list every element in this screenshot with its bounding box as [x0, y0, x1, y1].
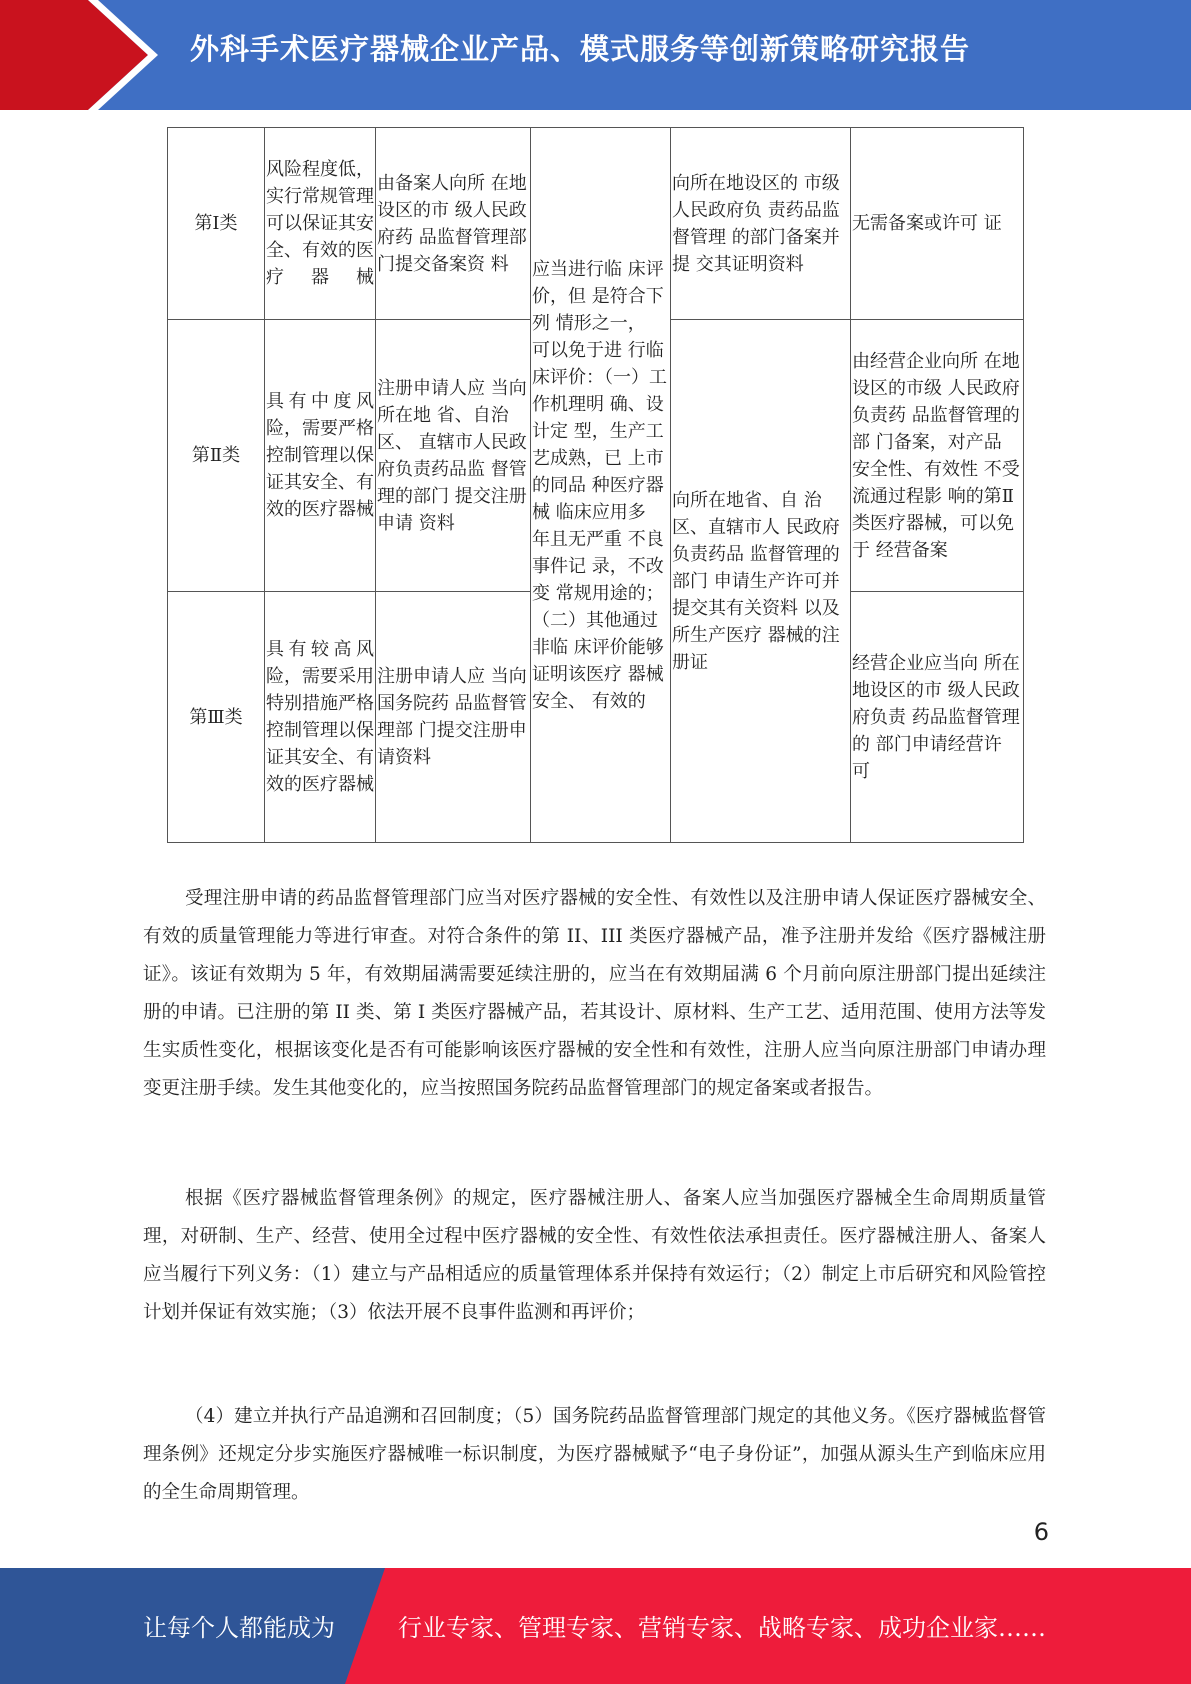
- body-paragraph: 受理注册申请的药品监督管理部门应当对医疗器械的安全性、有效性以及注册申请人保证医疗器械安全、有效的质量管理能力等进行审查。对符合条件的第 II、III 类医疗器械产品，准予注册并发给《医疗器械注册证》。该证有效期为 5 年，有效期届满需要延续注册的，应当在有效期届满 6 个月前向原注册部门提出延续注册的申请。已注册的第 II 类、第 I 类医疗器械产品，若其设计、原材料、生产工艺、适用范围、使用方法等发生实质性变化，根据该变化是否有可能影响该医疗器械的安全性和有效性，注册人应当向原注册部门申请办理变更注册手续。发生其他变化的，应当按照国务院药品监督管理部门的规定备案或者报告。: [143, 888, 1046, 1099]
- page-header: [0, 0, 1191, 110]
- table-cell-class: 第Ⅱ类: [168, 320, 265, 592]
- table-cell-risk: 具有较高风险，需要采用特别措施严格控制管理以保证其安全、有效的医疗器械: [265, 592, 376, 843]
- table-cell-registration: 注册申请人应 当向所在地 省、自治区、 直辖市人民政 府负责药品监 督管理的部门 提交注册申请 资料: [376, 320, 531, 592]
- footer-slogan-left: 让每个人都能成为: [143, 1614, 335, 1642]
- table-cell-class: 第Ⅲ类: [168, 592, 265, 843]
- table-cell-class: 第Ⅰ类: [168, 128, 265, 320]
- table-cell-operation: 经营企业应当向 所在地设区的市 级人民政府负责 药品监督管理的 部门申请经营许 可: [851, 592, 1024, 843]
- device-classification-table: [167, 127, 1024, 843]
- table-cell-risk: 风险程度低，实行常规管理可以保证其安全、有效的医疗器械: [265, 128, 376, 320]
- footer-slogan-right: 行业专家、管理专家、营销专家、战略专家、成功企业家……: [398, 1614, 1046, 1642]
- page-footer: [0, 1568, 1191, 1684]
- page-number: 6: [1033, 1518, 1049, 1546]
- body-paragraph: （4）建立并执行产品追溯和召回制度；（5）国务院药品监督管理部门规定的其他义务。《医疗器械监督管理条例》还规定分步实施医疗器械唯一标识制度，为医疗器械赋予“电子身份证”，加强从源头生产到临床应用的全生命周期管理。: [143, 1406, 1046, 1503]
- table-cell-operation: 无需备案或许可 证: [851, 128, 1024, 320]
- table-cell-registration: 注册申请人应 当向国务院药 品监督管理部 门提交注册申 请资料: [376, 592, 531, 843]
- table-cell-operation: 由经营企业向所 在地设区的市级 人民政府负责药 品监督管理的部 门备案，对产品 安全性、有效性 不受流通过程影 响的第Ⅱ类医疗器械，可以免于 经营备案: [851, 320, 1024, 592]
- table-cell-clinical: 应当进行临 床评价，但 是符合下列 情形之一， 可以免于进 行临床评价：（一）工作机理明 确、设计定 型，生产工 艺成熟，已 上市的同品 种医疗器械 临床应用多 年且无严重 不良事件记 录，不改变 常规用途的；（二）其他通过非临 床评价能够 证明该医疗 器械安全、 有效的: [531, 128, 671, 843]
- table-cell-production: 向所在地设区的 市级人民政府负 责药品监督管理 的部门备案并提 交其证明资料: [671, 128, 851, 320]
- header-title: 外科手术医疗器械企业产品、模式服务等创新策略研究报告: [190, 32, 971, 66]
- table-cell-production: 向所在地省、自 治区、直辖市人 民政府负责药品 监督管理的部门 申请生产许可并 提交其有关资料 以及所生产医疗 器械的注册证: [671, 320, 851, 843]
- table-row: [168, 128, 1024, 320]
- table-cell-risk: 具有中度风险，需要严格控制管理以保证其安全、有效的医疗器械: [265, 320, 376, 592]
- table-cell-registration: 由备案人向所 在地设区的市 级人民政府药 品监督管理部 门提交备案资 料: [376, 128, 531, 320]
- body-paragraph: 根据《医疗器械监督管理条例》的规定，医疗器械注册人、备案人应当加强医疗器械全生命周期质量管理，对研制、生产、经营、使用全过程中医疗器械的安全性、有效性依法承担责任。医疗器械注册人、备案人应当履行下列义务：（1）建立与产品相适应的质量管理体系并保持有效运行；（2）制定上市后研究和风险管控计划并保证有效实施；（3）依法开展不良事件监测和再评价；: [143, 1188, 1046, 1323]
